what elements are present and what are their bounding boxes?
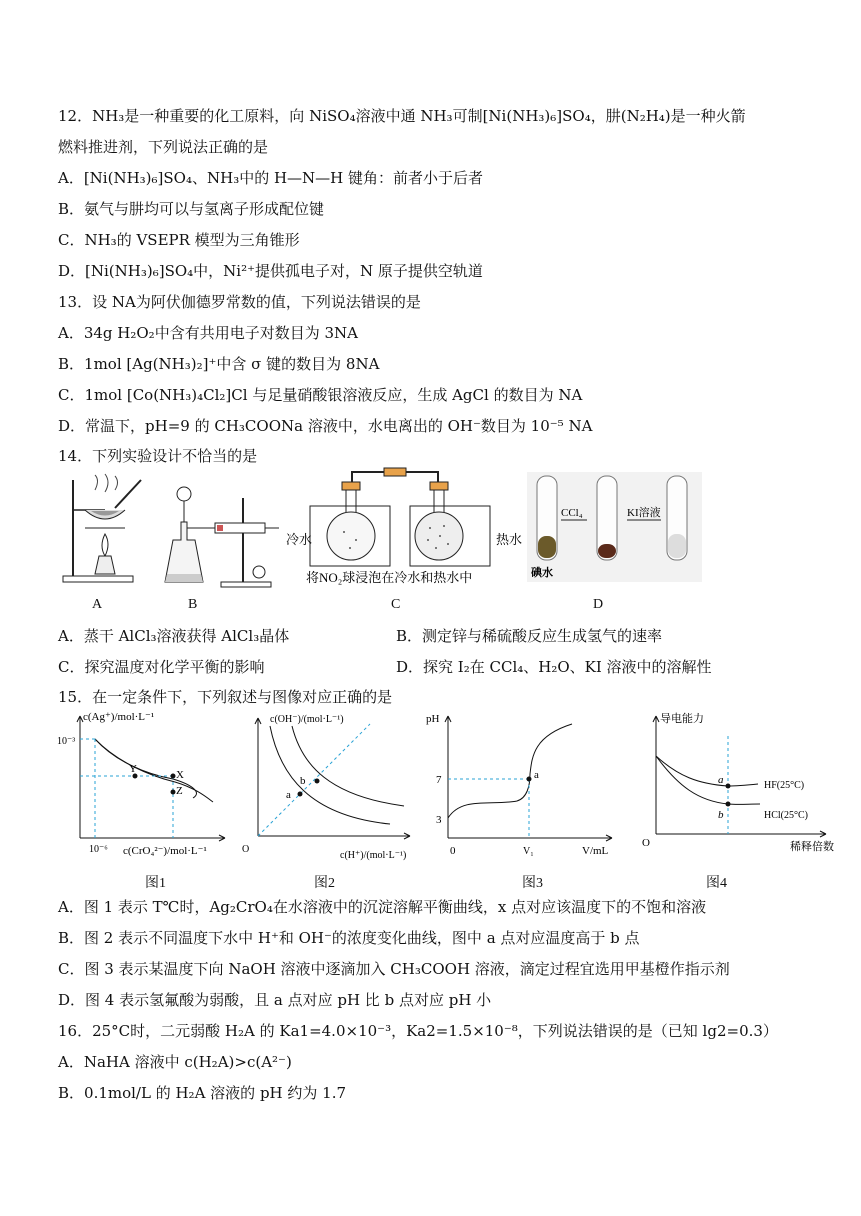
cold-water-label: 冷水 [286, 532, 313, 547]
q15-stem: 15．在一定条件下，下列叙述与图像对应正确的是 [58, 688, 393, 706]
graph1-caption: 图1 [145, 876, 166, 891]
q12-stem-line1: 12．NH₃是一种重要的化工原料，向 NiSO₄溶液中通 NH₃可制[Ni(NH₃)₆]SO₄，肼(N₂H₄)是一种火箭 [58, 107, 746, 125]
q14-option-c: C．探究温度对化学平衡的影响 [58, 658, 265, 676]
fig14-label-d: D [593, 597, 604, 612]
graph3-point-a: a [534, 769, 539, 781]
fig14-label-b: B [188, 597, 198, 612]
graph3-ylabel: pH [426, 713, 440, 725]
graph1-xlabel: c(CrO₄²⁻)/mol·L⁻¹ [123, 845, 207, 857]
graph3-origin: 0 [450, 845, 456, 857]
figure-evaporation-apparatus [55, 470, 155, 590]
graph1-point-y: Y [129, 763, 137, 775]
q14-option-b: B．测定锌与稀硫酸反应生成氢气的速率 [396, 627, 663, 645]
q13-option-a: A．34g H₂O₂中含有共用电子对数目为 3NA [58, 324, 358, 342]
q12-option-a: A．[Ni(NH₃)₆]SO₄、NH₃中的 H—N—H 键角：前者小于后者 [58, 169, 484, 187]
graph1-point-z: Z [176, 785, 183, 797]
q15-option-a: A．图 1 表示 T℃时，Ag₂CrO₄在水溶液中的沉淀溶解平衡曲线，x 点对应该温度下的不饱和溶液 [58, 898, 707, 916]
graph4-caption: 图4 [706, 876, 727, 891]
figure-iodine-test-tubes [527, 472, 702, 582]
q16-option-a: A．NaHA 溶液中 c(H₂A)>c(A²⁻) [58, 1053, 292, 1071]
graph2-origin: O [242, 844, 250, 855]
graph1-point-x: X [176, 769, 184, 781]
graph1-ylabel: c(Ag⁺)/mol·L⁻¹ [83, 711, 155, 723]
graph3-xtick: V₁ [523, 846, 534, 857]
graph-1 [55, 706, 235, 858]
graph4-point-b: b [718, 809, 724, 821]
graph1-xtick: 10⁻⁶ [89, 844, 108, 855]
ccl4-label: CCl₄ [561, 507, 583, 519]
graph1-ytick: 10⁻³ [57, 736, 76, 747]
fig14-label-c: C [391, 597, 401, 612]
graph3-caption: 图3 [522, 876, 543, 891]
graph4-xlabel: 稀释倍数 [790, 841, 834, 853]
no2-caption: 将NO₂球浸泡在冷水和热水中 [306, 570, 473, 585]
q13-option-c: C．1mol [Co(NH₃)₄Cl₂]Cl 与足量硝酸银溶液反应，生成 AgCl 的数目为 NA [58, 386, 583, 404]
graph-2 [240, 706, 420, 861]
graph2-point-b: b [300, 775, 306, 787]
q12-option-c: C．NH₃的 VSEPR 模型为三角锥形 [58, 231, 300, 249]
graph-4 [638, 706, 838, 858]
q13-option-d: D．常温下，pH=9 的 CH₃COONa 溶液中，水电离出的 OH⁻数目为 10⁻⁵ NA [58, 417, 593, 435]
q16-option-b: B．0.1mol/L 的 H₂A 溶液的 pH 约为 1.7 [58, 1084, 347, 1102]
q14-option-d: D．探究 I₂在 CCl₄、H₂O、KI 溶液中的溶解性 [396, 658, 712, 676]
q13-stem: 13．设 NA为阿伏伽德罗常数的值，下列说法错误的是 [58, 293, 421, 311]
graph4-hcl-label: HCl(25°C) [764, 810, 808, 821]
graph4-hf-label: HF(25°C) [764, 780, 805, 791]
graph2-ylabel: c(OH⁻)/(mol·L⁻¹) [270, 714, 344, 725]
figure-syringe-apparatus [155, 478, 285, 588]
q14-option-a: A．蒸干 AlCl₃溶液获得 AlCl₃晶体 [58, 627, 290, 645]
q15-option-c: C．图 3 表示某温度下向 NaOH 溶液中逐滴加入 CH₃COOH 溶液，滴定过程宜选用甲基橙作指示剂 [58, 960, 730, 978]
q12-option-d: D．[Ni(NH₃)₆]SO₄中，Ni²⁺提供孤电子对，N 原子提供空轨道 [58, 262, 483, 280]
graph2-xlabel: c(H⁺)/(mol·L⁻¹) [340, 850, 407, 861]
ki-label: KI溶液 [627, 507, 661, 519]
graph-3 [422, 706, 622, 858]
q14-stem: 14．下列实验设计不恰当的是 [58, 447, 258, 465]
iodine-water-label: 碘水 [531, 567, 553, 579]
graph2-point-a: a [286, 789, 291, 801]
graph4-ylabel: 导电能力 [660, 713, 704, 725]
figure-no2-flasks [280, 466, 530, 586]
graph4-origin: O [642, 837, 650, 849]
graph3-ytick-3: 3 [436, 814, 442, 826]
q12-stem-line2: 燃料推进剂，下列说法正确的是 [58, 138, 269, 156]
q16-stem: 16．25°C时，二元弱酸 H₂A 的 Ka1=4.0×10⁻³，Ka2=1.5×10⁻⁸，下列说法错误的是（已知 lg2=0.3） [58, 1022, 778, 1040]
q13-option-b: B．1mol [Ag(NH₃)₂]⁺中含 σ 键的数目为 8NA [58, 355, 380, 373]
graph3-xlabel: V/mL [582, 845, 609, 857]
graph3-ytick-7: 7 [436, 774, 442, 786]
q15-option-d: D．图 4 表示氢氟酸为弱酸，且 a 点对应 pH 比 b 点对应 pH 小 [58, 991, 492, 1009]
q12-option-b: B．氨气与肼均可以与氢离子形成配位键 [58, 200, 325, 218]
fig14-label-a: A [92, 597, 103, 612]
graph2-caption: 图2 [314, 876, 335, 891]
q15-option-b: B．图 2 表示不同温度下水中 H⁺和 OH⁻的浓度变化曲线，图中 a 点对应温度高于 b 点 [58, 929, 640, 947]
graph4-point-a: a [718, 774, 724, 786]
hot-water-label: 热水 [496, 532, 523, 547]
